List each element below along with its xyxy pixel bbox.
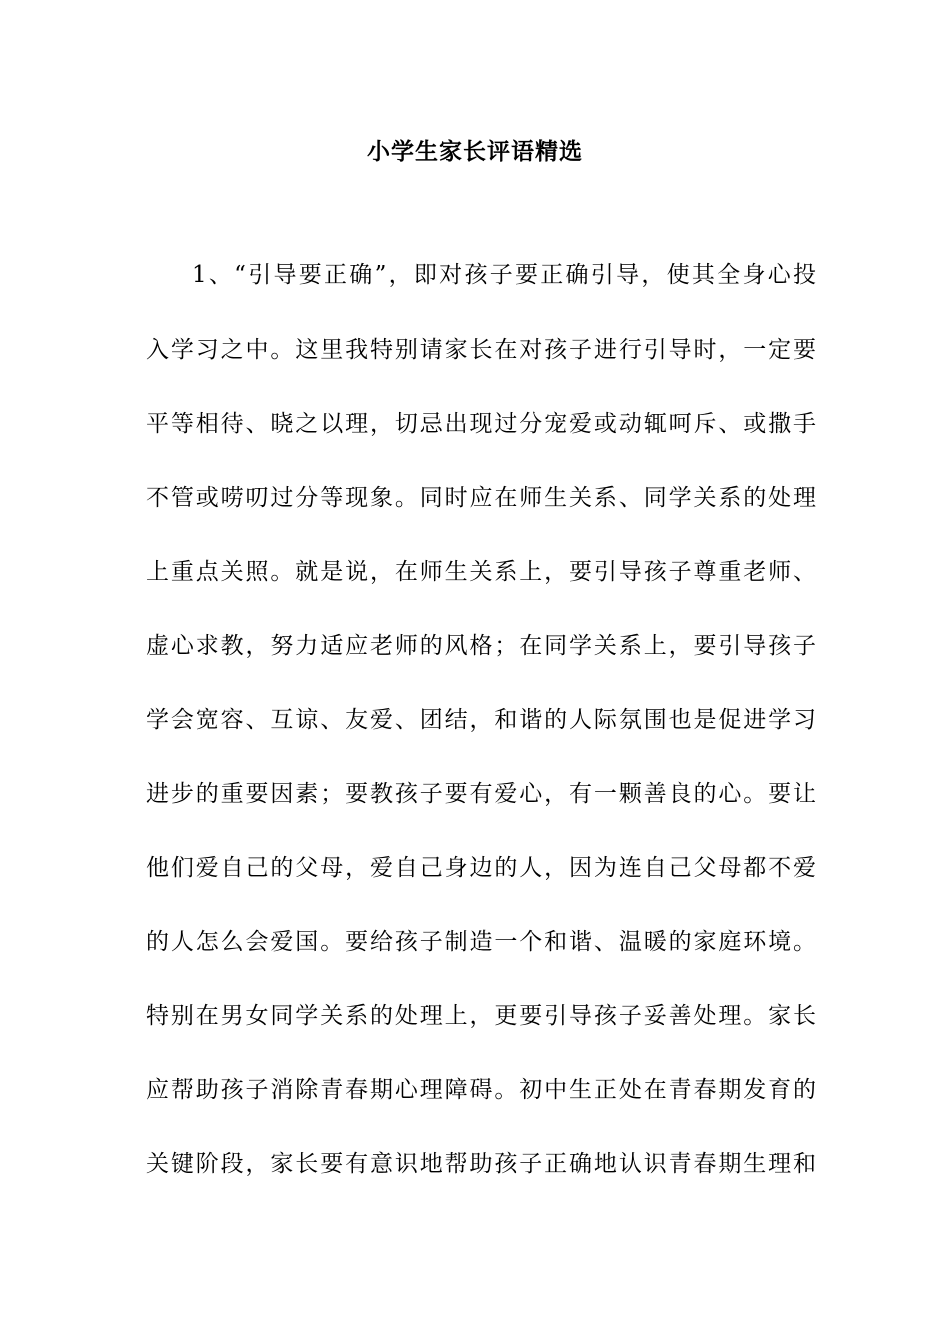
body-line: 他们爱自己的父母，爱自己身边的人，因为连自己父母都不爱 <box>146 855 818 881</box>
body-line: 入学习之中。这里我特别请家长在对孩子进行引导时，一定要 <box>146 337 818 363</box>
body-line: 平等相待、晓之以理，切忌出现过分宠爱或动辄呵斥、或撒手 <box>146 411 818 437</box>
body-line: 进步的重要因素；要教孩子要有爱心，有一颗善良的心。要让 <box>146 781 818 807</box>
body-line: 关键阶段，家长要有意识地帮助孩子正确地认识青春期生理和 <box>146 1151 818 1177</box>
body-line: 学会宽容、互谅、友爱、团结，和谐的人际氛围也是促进学习 <box>146 707 818 733</box>
document-title: 小学生家长评语精选 <box>367 138 583 165</box>
body-line: 不管或唠叨过分等现象。同时应在师生关系、同学关系的处理 <box>146 485 818 511</box>
body-line: 上重点关照。就是说，在师生关系上，要引导孩子尊重老师、 <box>146 559 818 585</box>
body-line: 虚心求教，努力适应老师的风格；在同学关系上，要引导孩子 <box>146 633 818 659</box>
body-line: 应帮助孩子消除青春期心理障碍。初中生正处在青春期发育的 <box>146 1077 818 1103</box>
body-line: 的人怎么会爱国。要给孩子制造一个和谐、温暖的家庭环境。 <box>146 929 818 955</box>
body-line: 1、“引导要正确”，即对孩子要正确引导，使其全身心投 <box>192 262 819 288</box>
body-line: 特别在男女同学关系的处理上，更要引导孩子妥善处理。家长 <box>146 1003 818 1029</box>
